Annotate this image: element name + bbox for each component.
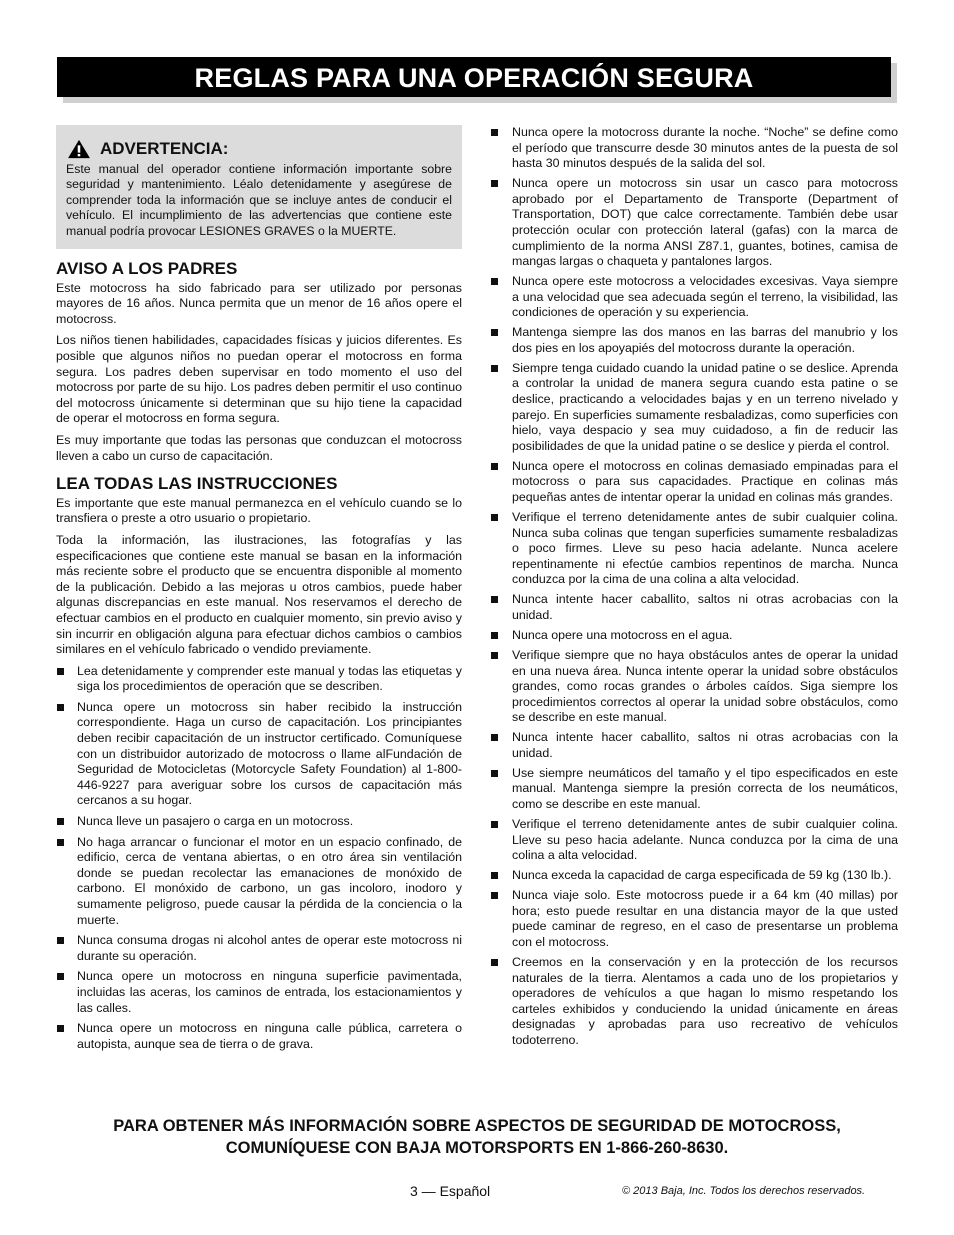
parents-heading: AVISO A LOS PADRES (56, 259, 238, 279)
instructions-heading: LEA TODAS LAS INSTRUCCIONES (56, 474, 338, 494)
list-item: Nunca viaje solo. Este motocross puede ir a 64 km (40 millas) por hora; esto puede resultar en una distancia mayor de la que usted puede caminar de regreso, en el caso de presentarse un problema con el motocross. (490, 888, 898, 950)
list-item: Nunca opere este motocross a velocidades excesivas. Vaya siempre a una velocidad que sea adecuada según el terreno, la visibilidad, las condiciones de operación y su experiencia. (490, 274, 898, 321)
square-bullet-icon (491, 278, 498, 285)
list-item: Nunca consuma drogas ni alcohol antes de operar este motocross ni durante su operación. (56, 933, 462, 964)
square-bullet-icon (491, 892, 498, 899)
safety-rules-list (490, 125, 898, 1049)
list-item: Nunca opere un motocross sin haber recibido la instrucción correspondiente. Haga un curso de capacitación. Los principiantes deben recibir capacitación de un instructor certificado. Comuníquese con un distribuidor autorizado de motocross o llame alFundación de Seguridad de Motocicletas (Motorcycle Safety Foundation) al 1-800-446-9227 para averiguar sobre los cursos de capacitación más cercanos a su hogar. (56, 700, 462, 809)
list-item: Creemos en la conservación y en la protección de los recursos naturales de la tierra. Alentamos a cada uno de los propietarios y operadores de vehículos a que hagan lo mismo respetando los carteles exhibidos y conduciendo la unidad únicamente en áreas designadas y aprobadas para uso recreativo de vehículos todoterreno. (490, 955, 898, 1049)
parents-paragraph: Los niños tienen habilidades, capacidades físicas y juicios diferentes. Es posible que algunos niños no puedan operar el motocross en forma segura. Los padres deben supervisar en todo momento el uso del motocross por parte de su hijo. Los padres deben permitir el uso continuo del motocross únicamente si determinan que su hijo tiene la capacidad de operar el motocross en forma segura. (56, 333, 462, 426)
parents-section (56, 261, 462, 464)
square-bullet-icon (491, 514, 498, 521)
list-item: Nunca opere la motocross durante la noche. “Noche” se define como el período que transcurre desde 30 minutos antes de la puesta de sol hasta 30 minutos después de la salida del sol. (490, 125, 898, 172)
list-item: Lea detenidamente y comprender este manual y todas las etiquetas y siga los procedimientos de operación que se describen. (56, 664, 462, 695)
square-bullet-icon (491, 329, 498, 336)
square-bullet-icon (57, 668, 64, 675)
contact-note-line: COMUNÍQUESE CON BAJA MOTORSPORTS EN 1-866-260-8630. (225, 1139, 729, 1157)
square-bullet-icon (57, 704, 64, 711)
list-item: Siempre tenga cuidado cuando la unidad patine o se deslice. Aprenda a controlar la unidad de manera segura cuando esta patine o se deslice, practicando a velocidades bajas y en un terreno nivelado y parejo. En superficies sumamente resbaladizas, como superficies con hielo, vaya despacio y sea muy cuidadoso, a fin de reducir las posibilidades de que la unidad patine o se deslice y pierda el control. (490, 361, 898, 455)
square-bullet-icon (57, 839, 64, 846)
list-item: Nunca intente hacer caballito, saltos ni otras acrobacias con la unidad. (490, 730, 898, 761)
square-bullet-icon (57, 818, 64, 825)
list-item: Nunca opere una motocross en el agua. (490, 628, 898, 644)
list-item: Nunca opere un motocross en ninguna superficie pavimentada, incluidas las aceras, los caminos de entrada, los estacionamientos y las calles. (56, 969, 462, 1016)
warning-title: ADVERTENCIA: (100, 139, 229, 159)
square-bullet-icon (491, 872, 498, 879)
list-item: Verifique siempre que no haya obstáculos antes de operar la unidad en una nueva área. Nunca intente operar la unidad sobre obstáculos grandes, como rocas grandes o árboles caídos. Siga siempre los procedimientos correctos al operar la unidad sobre obstáculos, como se describe en este manual. (490, 648, 898, 726)
list-item: Nunca opere el motocross en colinas demasiado empinadas para el motocross o para sus capacidades. Practique en colinas más pequeñas antes de intentar operar la unidad en colinas más grandes. (490, 459, 898, 506)
list-item: Nunca opere un motocross en ninguna calle pública, carretera o autopista, aunque sea de tierra o de grava. (56, 1021, 462, 1052)
square-bullet-icon (491, 652, 498, 659)
right-column (490, 125, 898, 1053)
square-bullet-icon (491, 180, 498, 187)
copyright-notice: © 2013 Baja, Inc. Todos los derechos reservados. (622, 1185, 866, 1197)
list-item: Verifique el terreno detenidamente antes de subir cualquier colina. Lleve su peso hacia adelante. Nunca conduzca por la cima de una colina a alta velocidad. (490, 817, 898, 864)
square-bullet-icon (491, 821, 498, 828)
square-bullet-icon (491, 734, 498, 741)
square-bullet-icon (491, 632, 498, 639)
list-item: Mantenga siempre las dos manos en las barras del manubrio y los dos pies en los apoyapiés del motocross durante la operación. (490, 325, 898, 356)
square-bullet-icon (57, 973, 64, 980)
warning-text: Este manual del operador contiene información importante sobre seguridad y mantenimiento. Léalo detenidamente y asegúrese de comprender toda la información que se incluye antes de conducir el vehículo. El incumplimiento de las advertencias que contiene este manual podría provocar LESIONES GRAVES o la MUERTE. (66, 162, 452, 238)
list-item: Nunca opere un motocross sin usar un casco para motocross aprobado por el Departamento de Transporte (Department of Transportation, DOT) que calce correctamente. También debe usar protección ocular con protección lateral (gafas) con la marca de cumplimiento de la norma ANSI Z87.1, guantes, botines, camisa de mangas largas o chaqueta y pantalones largos. (490, 176, 898, 270)
page-number: 3 — Español (410, 1183, 491, 1199)
instructions-section (56, 476, 462, 1052)
warning-triangle-icon (66, 139, 92, 159)
list-item: Verifique el terreno detenidamente antes de subir cualquier colina. Nunca suba colinas que tengan superficies sumamente resbaladizas o poco firmes. Lleve su peso hacia adelante. Nunca acelere repentinamente ni efectúe cambios repentinos de marcha. Nunca conduzca por la cima de una colina a alta velocidad. (490, 510, 898, 588)
instructions-paragraph: Es importante que este manual permanezca en el vehículo cuando se lo transfiera o preste a otro usuario o propietario. (56, 495, 462, 526)
instructions-list (56, 664, 462, 1053)
list-item: Nunca intente hacer caballito, saltos ni otras acrobacias con la unidad. (490, 592, 898, 623)
square-bullet-icon (491, 365, 498, 372)
square-bullet-icon (491, 959, 498, 966)
list-item: Nunca exceda la capacidad de carga especificada de 59 kg (130 lb.). (490, 868, 898, 884)
page-title: REGLAS PARA UNA OPERACIÓN SEGURA (57, 57, 891, 97)
contact-note-line: PARA OBTENER MÁS INFORMACIÓN SOBRE ASPECTOS DE SEGURIDAD DE MOTOCROSS, (113, 1117, 841, 1135)
left-column (56, 125, 462, 1057)
square-bullet-icon (57, 1025, 64, 1032)
warning-box (56, 125, 462, 249)
square-bullet-icon (57, 937, 64, 944)
square-bullet-icon (491, 463, 498, 470)
parents-paragraph: Es muy importante que todas las personas que conduzcan el motocross lleven a cabo un curso de capacitación. (56, 432, 462, 463)
square-bullet-icon (491, 129, 498, 136)
square-bullet-icon (491, 770, 498, 777)
list-item: No haga arrancar o funcionar el motor en un espacio confinado, de edificio, cerca de ventana abiertas, o en otro área sin ventilación donde se puedan recolectar las emanaciones de monóxido de carbono. El monóxido de carbono, un gas incoloro, inodoro y sumamente peligroso, puede causar la pérdida de la conciencia o la muerte. (56, 835, 462, 929)
parents-paragraph: Este motocross ha sido fabricado para ser utilizado por personas mayores de 16 años. Nunca permita que un menor de 16 años opere el motocross. (56, 280, 462, 326)
square-bullet-icon (491, 596, 498, 603)
list-item: Use siempre neumáticos del tamaño y el tipo especificados en este manual. Mantenga siempre la presión correcta de los neumáticos, como se describe en este manual. (490, 766, 898, 813)
list-item: Nunca lleve un pasajero o carga en un motocross. (56, 814, 462, 830)
warning-header (66, 139, 452, 159)
page-banner (57, 57, 897, 103)
instructions-paragraph: Toda la información, las ilustraciones, las fotografías y las especificaciones que contiene este manual se basan en la información más reciente sobre el producto que se encuentra disponible al momento de la publicación. Debido a las mejoras u otros cambios, puede haber algunas discrepancias en este manual. Nos reservamos el derecho de efectuar cambios en el producto en cualquier momento, sin previo aviso y sin incurrir en obligación alguna para efectuar dichos cambios o cambios similares en el vehículo fabricado o vendido previamente. (56, 532, 462, 657)
contact-note (0, 1115, 954, 1159)
